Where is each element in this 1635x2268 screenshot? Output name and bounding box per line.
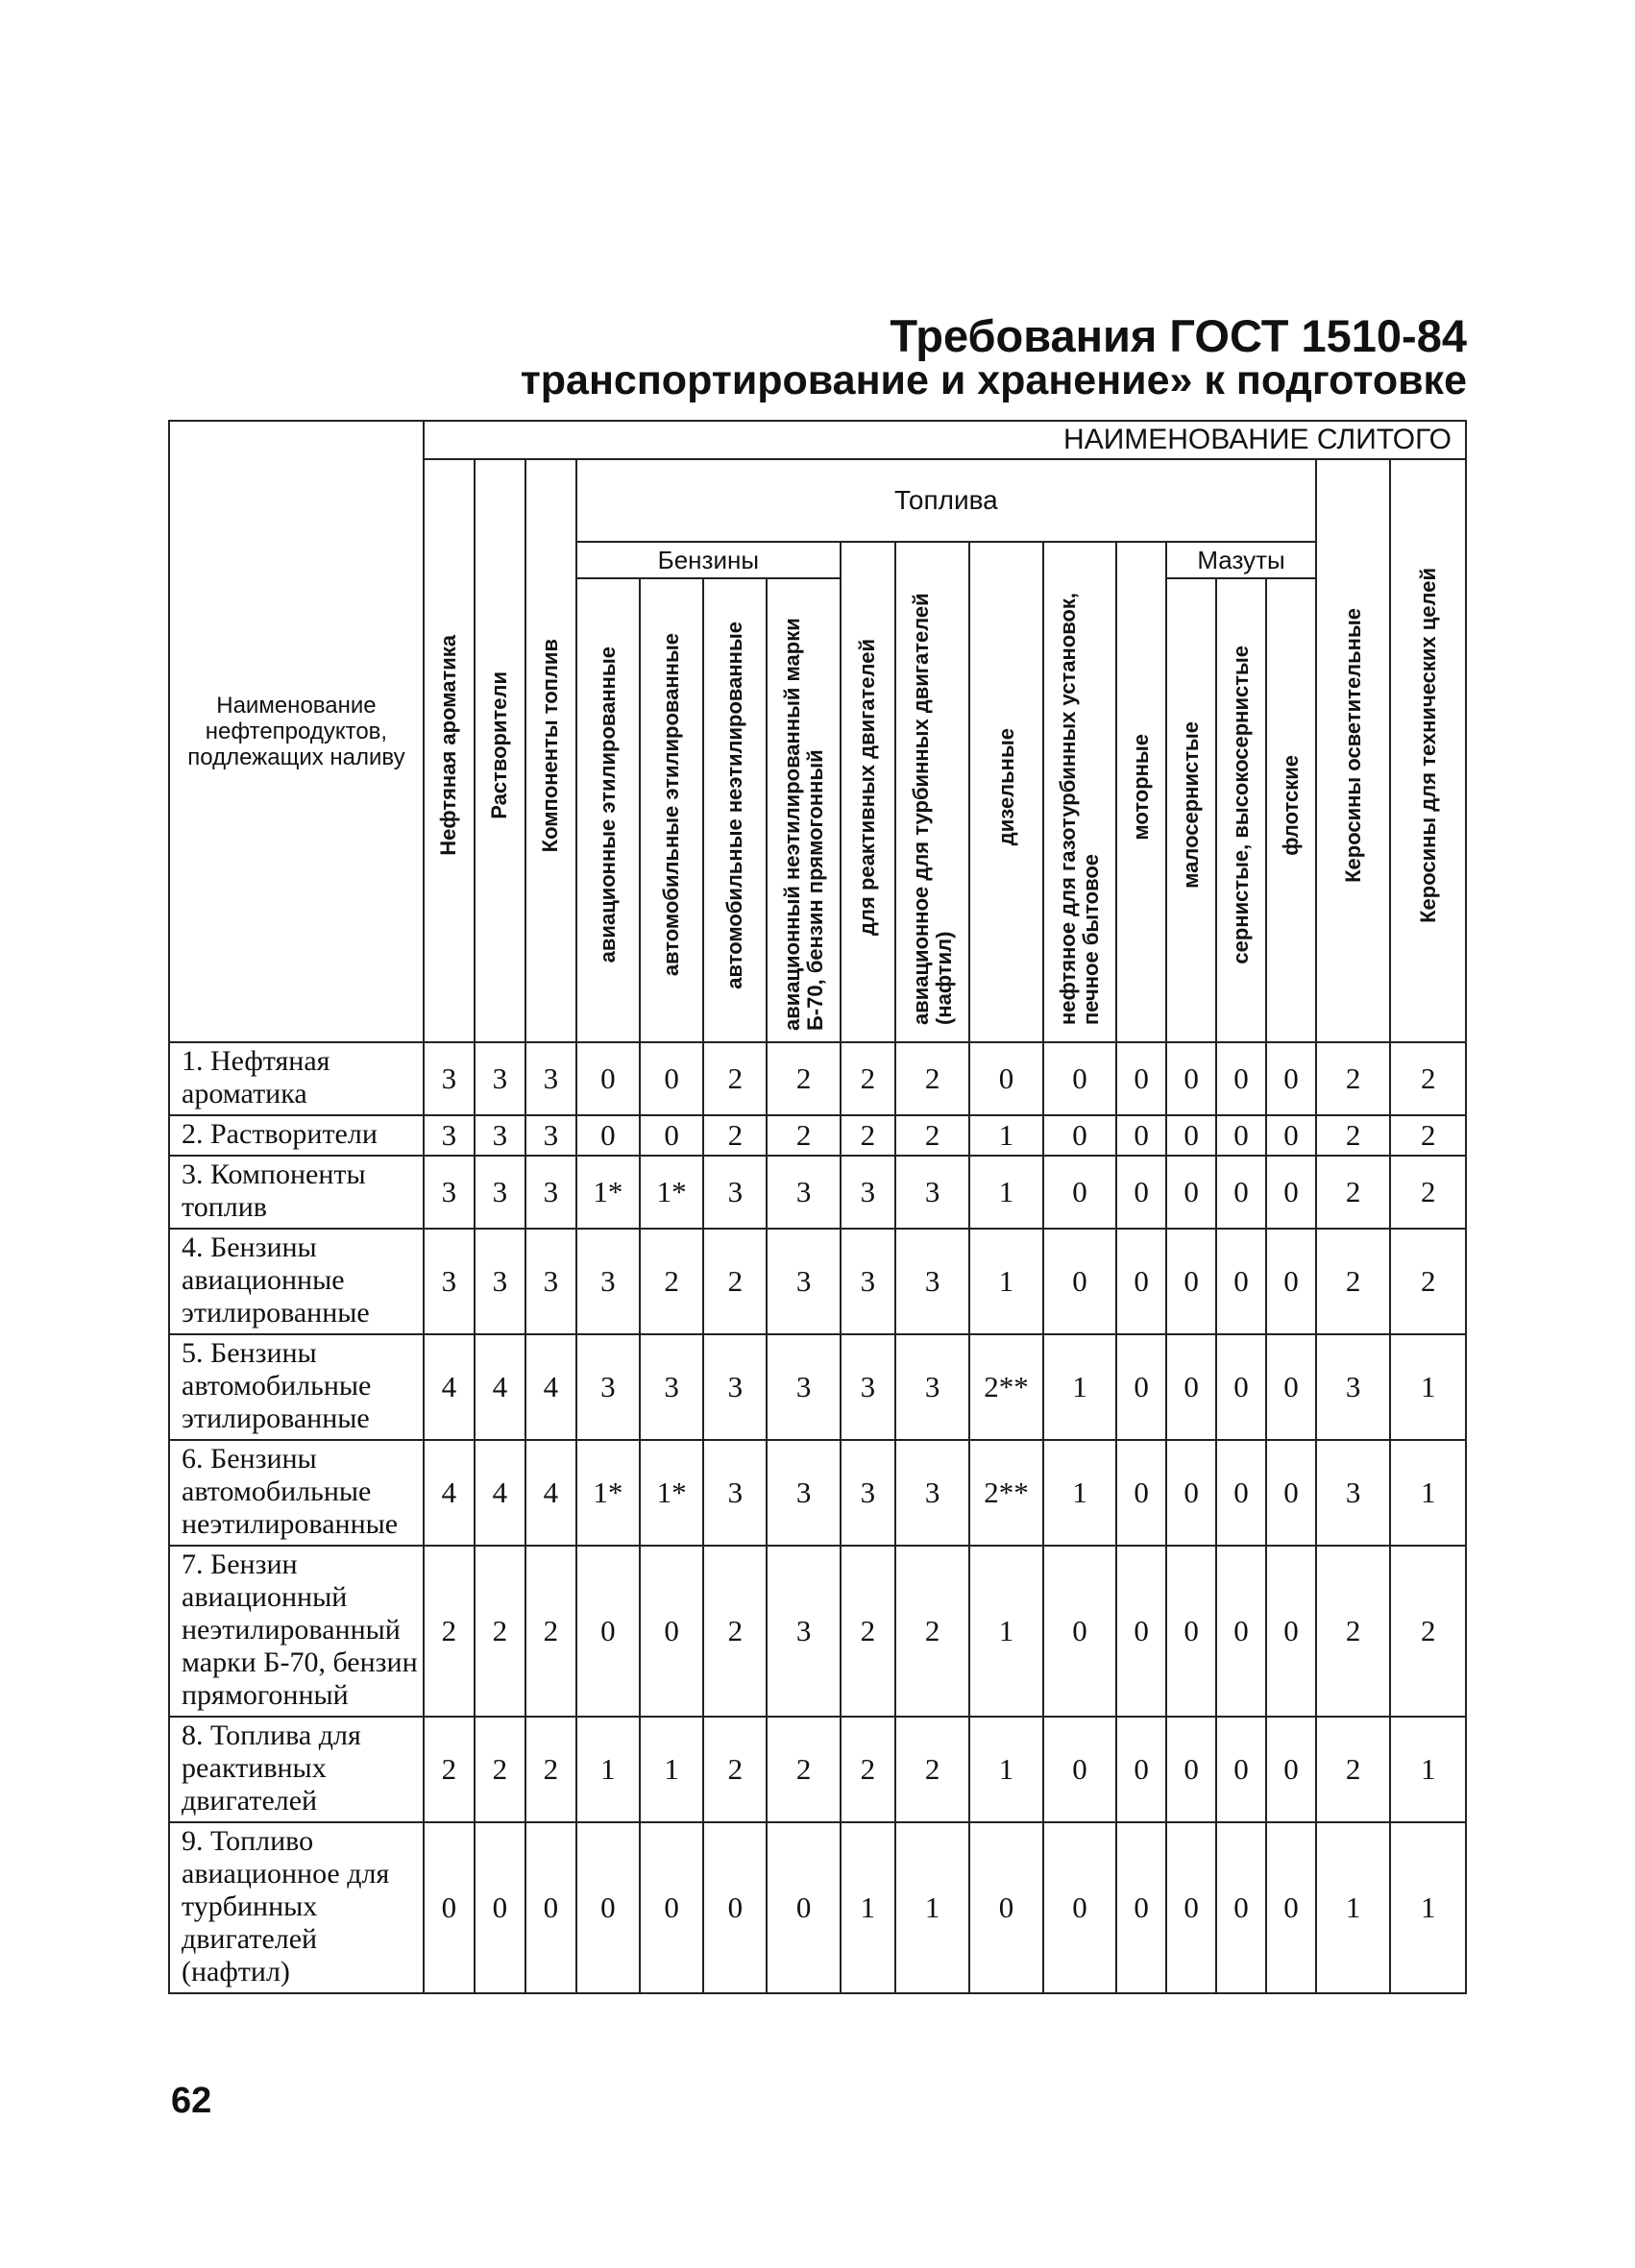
- table-cell: 2: [475, 1546, 525, 1717]
- table-cell: 0: [475, 1822, 525, 1993]
- table-row: [169, 1546, 1466, 1717]
- table-cell: 2: [1316, 1042, 1390, 1115]
- column-header-17: [1390, 459, 1466, 1042]
- column-header-4: [576, 578, 640, 1042]
- table-cell: 3: [767, 1440, 840, 1546]
- table-cell: 1: [1390, 1822, 1466, 1993]
- table-cell: 1*: [576, 1440, 640, 1546]
- table-cell: 1*: [640, 1156, 703, 1229]
- table-cell: 1: [969, 1156, 1042, 1229]
- column-header-label: нефтяное для газотурбинных установок, печное бытовое: [1055, 592, 1103, 1025]
- column-header-3: [525, 459, 576, 1042]
- table-cell: 0: [1266, 1546, 1316, 1717]
- table-cell: 3: [525, 1229, 576, 1334]
- table-cell: 3: [424, 1229, 475, 1334]
- table-cell: 0: [1216, 1717, 1266, 1822]
- table-cell: 3: [841, 1440, 895, 1546]
- table-cell: 1: [1390, 1334, 1466, 1440]
- table-cell: 2: [1316, 1156, 1390, 1229]
- table-cell: 4: [475, 1334, 525, 1440]
- table-cell: 3: [841, 1334, 895, 1440]
- table-cell: 0: [576, 1115, 640, 1156]
- column-header-6: [703, 578, 767, 1042]
- column-header-7: [767, 578, 840, 1042]
- column-header-label: для реактивных двигателей: [855, 638, 880, 936]
- table-cell: 2: [1316, 1546, 1390, 1717]
- table-cell: 2: [475, 1717, 525, 1822]
- table-row: [169, 1156, 1466, 1229]
- table-cell: 0: [1216, 1156, 1266, 1229]
- row-label: 2. Растворители: [169, 1115, 424, 1156]
- table-cell: 1: [969, 1717, 1042, 1822]
- table-cell: 0: [1266, 1115, 1316, 1156]
- table-cell: 1: [895, 1822, 969, 1993]
- table-cell: 0: [969, 1822, 1042, 1993]
- column-header-1: [424, 459, 475, 1042]
- table-cell: 2: [895, 1042, 969, 1115]
- table-cell: 2: [703, 1042, 767, 1115]
- table-cell: 2: [1316, 1229, 1390, 1334]
- table-cell: 3: [424, 1156, 475, 1229]
- column-header-label: автомобильные этилированные: [659, 633, 684, 977]
- table-row: [169, 1440, 1466, 1546]
- table-cell: 0: [1116, 1717, 1166, 1822]
- table-cell: 0: [1216, 1822, 1266, 1993]
- table-cell: 2: [767, 1717, 840, 1822]
- table-row: [169, 1042, 1466, 1115]
- table-cell: 3: [525, 1042, 576, 1115]
- column-header-15: [1266, 578, 1316, 1042]
- table-cell: 2: [841, 1717, 895, 1822]
- compatibility-table: [168, 420, 1467, 1994]
- table-cell: 0: [1266, 1717, 1316, 1822]
- column-header-13: [1166, 578, 1216, 1042]
- column-header-5: [640, 578, 703, 1042]
- table-cell: 0: [1216, 1334, 1266, 1440]
- table-cell: 0: [1043, 1717, 1116, 1822]
- table-cell: 3: [475, 1042, 525, 1115]
- table-cell: 3: [895, 1156, 969, 1229]
- table-cell: 3: [703, 1156, 767, 1229]
- table-cell: 4: [424, 1334, 475, 1440]
- table-cell: 2: [525, 1546, 576, 1717]
- table-cell: 2: [895, 1115, 969, 1156]
- table-cell: 2: [767, 1115, 840, 1156]
- group-fuel-oils: Мазуты: [1166, 542, 1316, 578]
- table-cell: 1: [1390, 1717, 1466, 1822]
- table-cell: 0: [640, 1042, 703, 1115]
- table-cell: 0: [1216, 1115, 1266, 1156]
- column-header-label: дизельные: [993, 727, 1018, 846]
- row-label: 8. Топлива для реактивных двигателей: [169, 1717, 424, 1822]
- table-cell: 2: [1390, 1229, 1466, 1334]
- table-cell: 3: [767, 1229, 840, 1334]
- table-cell: 2: [424, 1546, 475, 1717]
- table-cell: 3: [640, 1334, 703, 1440]
- table-cell: 3: [703, 1334, 767, 1440]
- table-cell: 0: [1166, 1042, 1216, 1115]
- table-cell: 2: [1390, 1546, 1466, 1717]
- table-cell: 0: [1216, 1229, 1266, 1334]
- table-cell: 0: [1266, 1042, 1316, 1115]
- table-cell: 3: [576, 1334, 640, 1440]
- table-cell: 0: [703, 1822, 767, 1993]
- table-cell: 0: [1043, 1229, 1116, 1334]
- table-cell: 0: [1216, 1546, 1266, 1717]
- table-cell: 0: [1266, 1440, 1316, 1546]
- table-cell: 1: [841, 1822, 895, 1993]
- column-header-label: Нефтяная ароматика: [436, 635, 461, 856]
- table-cell: 0: [1043, 1156, 1116, 1229]
- table-cell: 3: [841, 1156, 895, 1229]
- table-cell: 3: [424, 1042, 475, 1115]
- page-title: Требования ГОСТ 1510-84: [890, 310, 1467, 361]
- table-cell: 0: [1116, 1115, 1166, 1156]
- column-header-label: Растворители: [487, 671, 512, 819]
- row-label: 3. Компоненты топлив: [169, 1156, 424, 1229]
- table-cell: 2: [1390, 1042, 1466, 1115]
- table-cell: 1: [640, 1717, 703, 1822]
- table-cell: 2: [841, 1115, 895, 1156]
- table-cell: 2: [703, 1717, 767, 1822]
- table-cell: 3: [767, 1334, 840, 1440]
- table-cell: 1: [969, 1229, 1042, 1334]
- header-main: НАИМЕНОВАНИЕ СЛИТОГО: [424, 421, 1466, 459]
- column-header-label: флотские: [1278, 754, 1303, 856]
- table-cell: 0: [1116, 1822, 1166, 1993]
- table-cell: 0: [1166, 1334, 1216, 1440]
- column-header-2: [475, 459, 525, 1042]
- table-cell: 1: [1390, 1440, 1466, 1546]
- table-cell: 2: [1316, 1717, 1390, 1822]
- table-cell: 0: [1116, 1546, 1166, 1717]
- column-header-label: авиационные этилированные: [595, 646, 620, 963]
- column-header-label: Керосины осветительные: [1340, 608, 1365, 883]
- table-cell: 0: [969, 1042, 1042, 1115]
- table-cell: 0: [1266, 1822, 1316, 1993]
- table-cell: 0: [640, 1822, 703, 1993]
- table-cell: 2: [841, 1546, 895, 1717]
- table-cell: 0: [576, 1042, 640, 1115]
- group-fuels: Топлива: [576, 459, 1316, 542]
- column-header-8: [841, 542, 895, 1042]
- column-header-label: автомобильные неэтилированные: [722, 621, 747, 989]
- table-row: [169, 1229, 1466, 1334]
- table-cell: 0: [1266, 1334, 1316, 1440]
- table-cell: 2: [703, 1546, 767, 1717]
- table-cell: 4: [525, 1334, 576, 1440]
- table-cell: 2**: [969, 1334, 1042, 1440]
- column-header-16: [1316, 459, 1390, 1042]
- column-header-label: авиационное для турбинных двигателей (нафтил): [908, 592, 956, 1025]
- table-cell: 1: [1316, 1822, 1390, 1993]
- table-cell: 0: [1116, 1042, 1166, 1115]
- row-header-cell: Наименование нефтепродуктов, подлежащих наливу: [169, 421, 424, 1042]
- table-cell: 2: [703, 1229, 767, 1334]
- row-label: 1. Нефтяная ароматика: [169, 1042, 424, 1115]
- table-cell: 0: [1166, 1822, 1216, 1993]
- table-cell: 3: [767, 1546, 840, 1717]
- table-cell: 0: [1216, 1042, 1266, 1115]
- table-cell: 2: [895, 1717, 969, 1822]
- table-cell: 3: [475, 1229, 525, 1334]
- table-cell: 0: [640, 1115, 703, 1156]
- table-cell: 3: [1316, 1334, 1390, 1440]
- table-cell: 2: [703, 1115, 767, 1156]
- table-cell: 0: [1116, 1334, 1166, 1440]
- table-cell: 2: [640, 1229, 703, 1334]
- table-cell: 3: [895, 1229, 969, 1334]
- page-number: 62: [171, 2081, 212, 2121]
- table-row: [169, 1115, 1466, 1156]
- table-row: [169, 1334, 1466, 1440]
- column-header-label: Компоненты топлив: [538, 638, 563, 853]
- row-label: 7. Бензин авиационный неэтилированный марки Б-70, бензин прямогонный: [169, 1546, 424, 1717]
- table-cell: 0: [1266, 1156, 1316, 1229]
- table-cell: 3: [424, 1115, 475, 1156]
- table-cell: 2: [1390, 1156, 1466, 1229]
- table-cell: 3: [895, 1440, 969, 1546]
- column-header-11: [1043, 542, 1116, 1042]
- column-header-label: Керосины для технических целей: [1415, 568, 1440, 923]
- table-cell: 0: [1166, 1440, 1216, 1546]
- table-cell: 3: [576, 1229, 640, 1334]
- table-cell: 4: [424, 1440, 475, 1546]
- table-cell: 3: [525, 1115, 576, 1156]
- table-cell: 2: [1390, 1115, 1466, 1156]
- table-cell: 0: [1116, 1156, 1166, 1229]
- table-cell: 2: [424, 1717, 475, 1822]
- table-cell: 0: [767, 1822, 840, 1993]
- table-cell: 4: [525, 1440, 576, 1546]
- table-cell: 0: [1216, 1440, 1266, 1546]
- table-cell: 3: [475, 1115, 525, 1156]
- column-header-label: сернистые, высокосернистые: [1229, 646, 1254, 964]
- row-label: 9. Топливо авиационное для турбинных двигателей (нафтил): [169, 1822, 424, 1993]
- table-cell: 2: [895, 1546, 969, 1717]
- table-cell: 2**: [969, 1440, 1042, 1546]
- table-cell: 0: [1166, 1717, 1216, 1822]
- table-cell: 1*: [576, 1156, 640, 1229]
- table-cell: 2: [767, 1042, 840, 1115]
- table-cell: 0: [1116, 1440, 1166, 1546]
- table-cell: 3: [841, 1229, 895, 1334]
- table-cell: 0: [1166, 1115, 1216, 1156]
- column-header-label: моторные: [1129, 733, 1154, 841]
- group-gasolines: Бензины: [576, 542, 841, 578]
- table-cell: 3: [703, 1440, 767, 1546]
- table-cell: 0: [1043, 1822, 1116, 1993]
- table-cell: 0: [1116, 1229, 1166, 1334]
- table-cell: 0: [1266, 1229, 1316, 1334]
- table-cell: 3: [525, 1156, 576, 1229]
- table-row: [169, 1822, 1466, 1993]
- table-cell: 4: [475, 1440, 525, 1546]
- table-cell: 0: [576, 1822, 640, 1993]
- table-cell: 0: [1166, 1229, 1216, 1334]
- row-label: 6. Бензины автомобильные неэтилированные: [169, 1440, 424, 1546]
- table-cell: 1: [969, 1115, 1042, 1156]
- table-cell: 0: [576, 1546, 640, 1717]
- table-cell: 0: [1166, 1156, 1216, 1229]
- column-header-9: [895, 542, 969, 1042]
- table-cell: 0: [1043, 1546, 1116, 1717]
- table-cell: 3: [1316, 1440, 1390, 1546]
- page-subtitle: транспортирование и хранение» к подготовке: [520, 357, 1467, 403]
- row-label: 4. Бензины авиационные этилированные: [169, 1229, 424, 1334]
- table-cell: 0: [424, 1822, 475, 1993]
- table-cell: 0: [1166, 1546, 1216, 1717]
- row-label: 5. Бензины автомобильные этилированные: [169, 1334, 424, 1440]
- table-cell: 2: [1316, 1115, 1390, 1156]
- table-cell: 2: [525, 1717, 576, 1822]
- table-cell: 0: [1043, 1115, 1116, 1156]
- table-cell: 2: [841, 1042, 895, 1115]
- table-cell: 1: [1043, 1440, 1116, 1546]
- column-header-label: авиационный неэтилированный марки Б-70, бензин прямогонный: [779, 618, 827, 1031]
- table-cell: 1: [969, 1546, 1042, 1717]
- table-cell: 0: [1043, 1042, 1116, 1115]
- table-cell: 3: [475, 1156, 525, 1229]
- table-cell: 1*: [640, 1440, 703, 1546]
- table-cell: 0: [525, 1822, 576, 1993]
- column-header-12: [1116, 542, 1166, 1042]
- table-row: [169, 1717, 1466, 1822]
- table-cell: 3: [895, 1334, 969, 1440]
- table-cell: 3: [767, 1156, 840, 1229]
- table-cell: 1: [576, 1717, 640, 1822]
- column-header-10: [969, 542, 1042, 1042]
- column-header-label: малосернистые: [1179, 721, 1204, 889]
- table-cell: 1: [1043, 1334, 1116, 1440]
- table-cell: 0: [640, 1546, 703, 1717]
- column-header-14: [1216, 578, 1266, 1042]
